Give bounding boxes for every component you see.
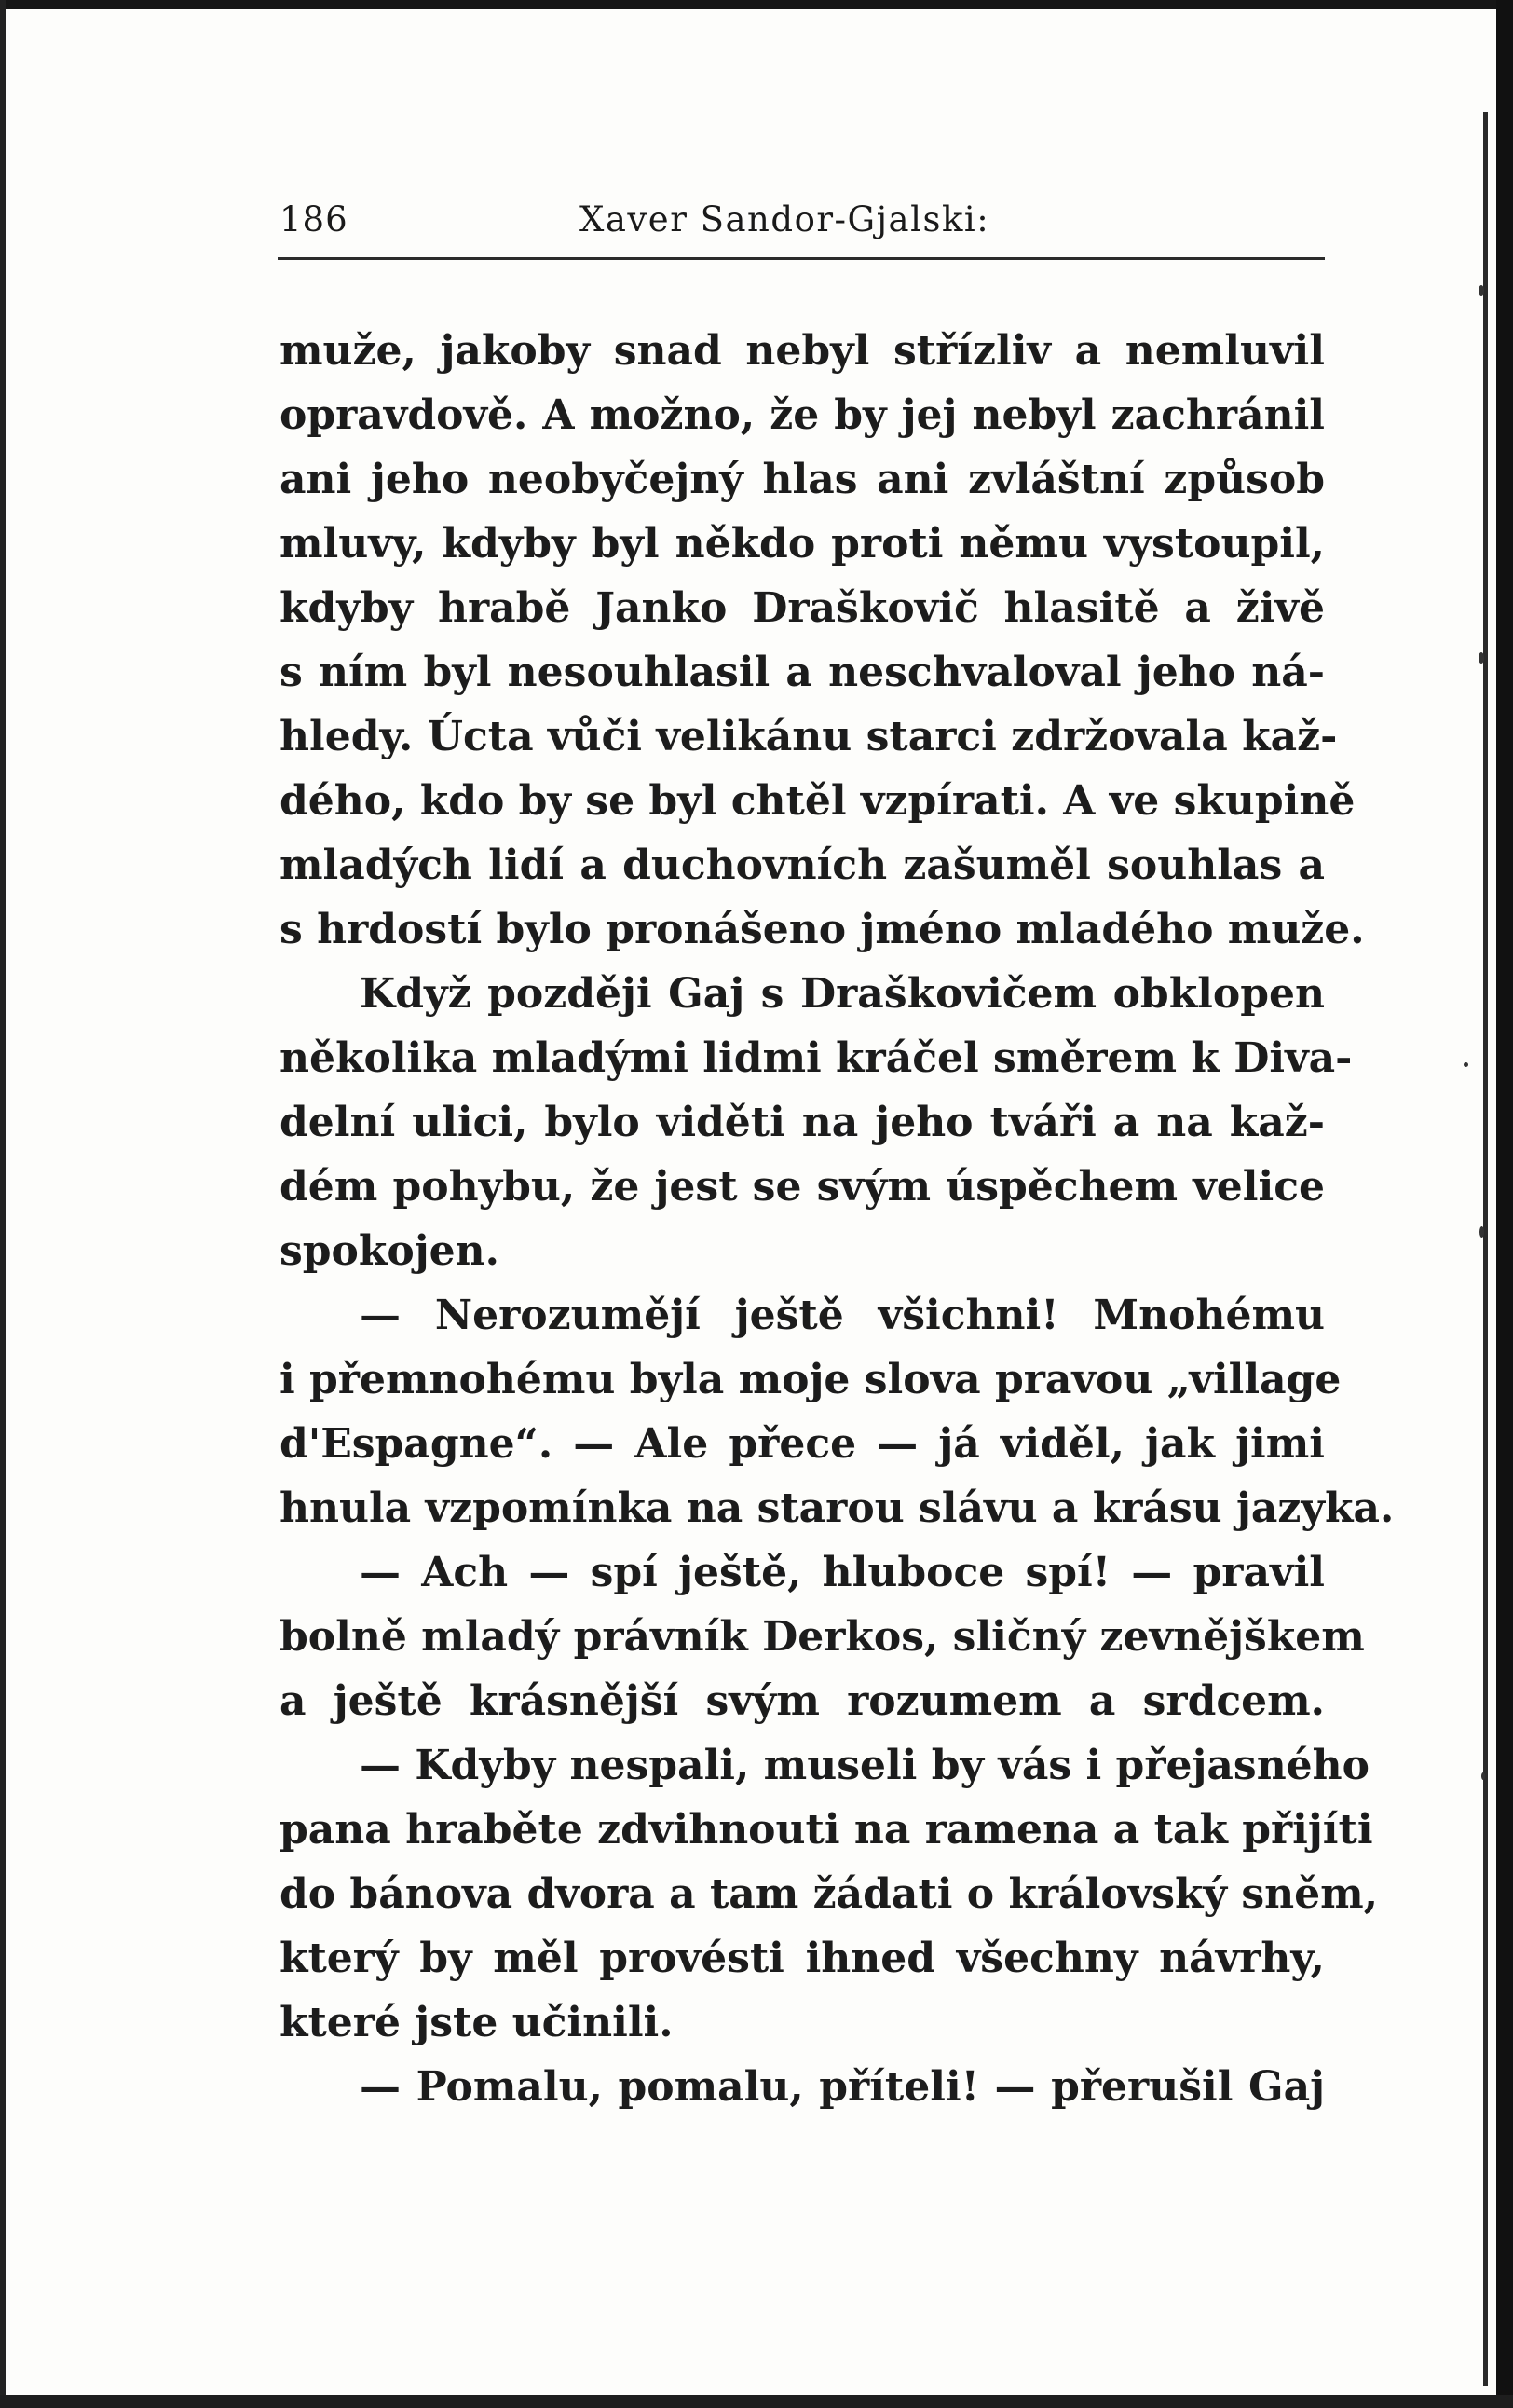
text-line: dého, kdo by se byl chtěl vzpírati. A ve skupině [279,777,1356,825]
scan-edge-top [0,0,1513,9]
body-text [279,319,1395,2119]
scan-speck [1479,652,1484,664]
text-line: opravdově. A možno, že by jej nebyl zachránil [279,391,1325,439]
scan-edge-right [1496,0,1513,2408]
text-line: které jste učinili. [279,1999,674,2046]
text-line: spokojen. [279,1227,499,1275]
text-line: i přemnohému byla moje slova pravou „village [279,1356,1342,1403]
text-line: ani jeho neobyčejný hlas ani zvláštní způsob [279,456,1325,503]
text-line: s ním byl nesouhlasil a neschvaloval jeho ná- [279,649,1325,696]
text-line: který by měl provésti ihned všechny návrhy, [279,1935,1325,1982]
text-line: Když později Gaj s Draškovičem obklopen [360,970,1325,1018]
text-line: hledy. Úcta vůči velikánu starci zdržovala kaž- [279,713,1338,760]
text-line: mluvy, kdyby byl někdo proti němu vystoupil, [279,520,1325,568]
text-line: — Kdyby nespali, museli by vás i přejasného [360,1742,1370,1789]
text-line: hnula vzpomínka na starou slávu a krásu jazyka. [279,1484,1395,1532]
scan-speck [1479,1226,1484,1238]
page-header [279,192,1323,248]
text-line: pana hraběte zdvihnouti na ramena a tak přijíti [279,1806,1373,1854]
text-line: — Ach — spí ještě, hluboce spí! — pravil [360,1549,1325,1596]
text-line: — Pomalu, pomalu, příteli! — přerušil Gaj [360,2063,1325,2111]
scan-edge-left [0,0,6,2408]
text-line: — Nerozumějí ještě všichni! Mnohému [360,1292,1325,1339]
page-number: 186 [279,199,348,239]
text-line: do bánova dvora a tam žádati o královský sněm, [279,1870,1379,1918]
text-line: mladých lidí a duchovních zašuměl souhlas a [279,841,1325,889]
text-line: delní ulici, bylo viděti na jeho tváři a na kaž- [279,1099,1325,1146]
text-line: muže, jakoby snad nebyl střízliv a nemluvil [279,327,1325,375]
text-line: s hrdostí bylo pronášeno jméno mladého muže. [279,906,1365,953]
text-line: a ještě krásnější svým rozumem a srdcem. [279,1677,1325,1725]
scan-edge-right-shadow [1483,112,1488,2386]
scan-edge-bottom [0,2395,1513,2408]
scan-speck [1481,1772,1485,1780]
scan-speck [1464,1062,1468,1067]
text-line: několika mladými lidmi kráčel směrem k Diva- [279,1034,1353,1082]
running-title: Xaver Sandor-Gjalski: [579,199,990,239]
text-line: dém pohybu, že jest se svým úspěchem velice [279,1163,1325,1211]
text-line: d'Espagne“. — Ale přece — já viděl, jak jimi [279,1420,1325,1468]
header-rule [278,257,1325,260]
scan-speck [1479,285,1484,296]
text-line: bolně mladý právník Derkos, sličný zevnějškem [279,1613,1365,1661]
text-line: kdyby hrabě Janko Draškovič hlasitě a živě [279,584,1325,632]
